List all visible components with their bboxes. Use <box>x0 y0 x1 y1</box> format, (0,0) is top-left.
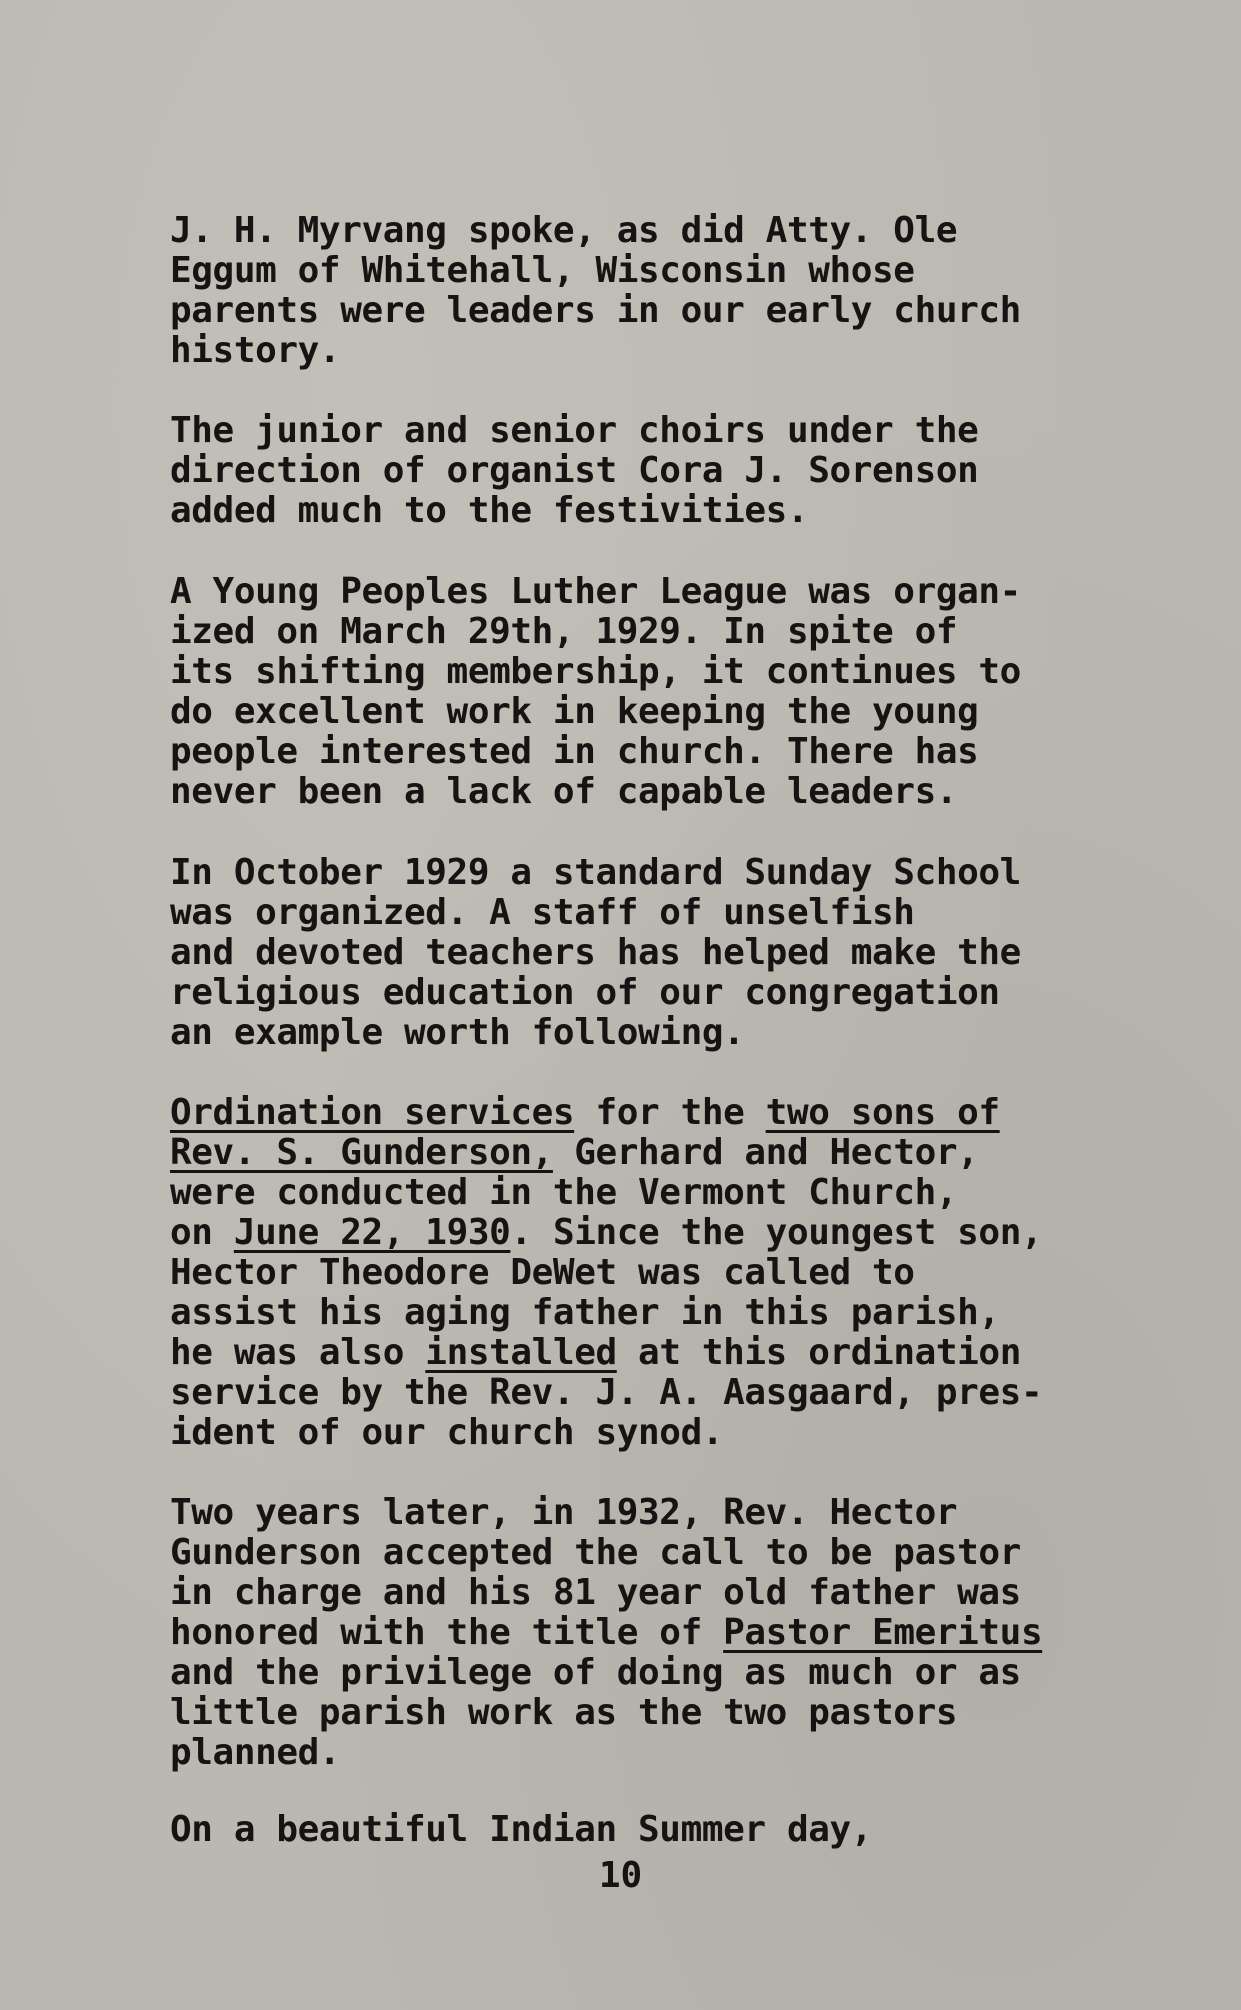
text-line: an example worth following. <box>170 1012 745 1053</box>
underlined-text: Ordination services <box>170 1092 575 1133</box>
text-line: In October 1929 a standard Sunday School <box>170 852 1021 893</box>
text-line: Hector Theodore DeWet was called to <box>170 1252 915 1293</box>
paragraph-speakers <box>170 211 1021 371</box>
text-line: people interested in church. There has <box>170 731 979 772</box>
text-line: was organized. A staff of unselfish <box>170 892 915 933</box>
text-line <box>170 1613 1042 1653</box>
text-segment: on <box>170 1212 234 1253</box>
text-line: ident of our church synod. <box>170 1412 724 1453</box>
text-line: planned. <box>170 1732 341 1773</box>
paragraph-pastor-emeritus <box>170 1493 1042 1773</box>
text-line <box>170 1133 1042 1173</box>
text-line: A Young Peoples Luther League was organ- <box>170 571 1021 612</box>
text-line: never been a lack of capable leaders. <box>170 771 958 812</box>
text-line: Two years later, in 1932, Rev. Hector <box>170 1492 958 1533</box>
text-line: The junior and senior choirs under the <box>170 410 979 451</box>
text-line: Gunderson accepted the call to be pastor <box>170 1532 1021 1573</box>
text-line: service by the Rev. J. A. Aasgaard, pres- <box>170 1372 1043 1413</box>
text-segment: honored with the title of <box>170 1612 724 1653</box>
text-line: Eggum of Whitehall, Wisconsin whose <box>170 250 915 291</box>
text-line: On a beautiful Indian Summer day, <box>170 1809 873 1850</box>
text-line: and devoted teachers has helped make the <box>170 932 1021 973</box>
text-line: J. H. Myrvang spoke, as did Atty. Ole <box>170 210 958 251</box>
text-line: its shifting membership, it continues to <box>170 651 1021 692</box>
text-line: in charge and his 81 year old father was <box>170 1572 1021 1613</box>
paragraph-choirs <box>170 411 978 531</box>
paragraph-sunday-school <box>170 853 1021 1053</box>
text-line: added much to the festivities. <box>170 490 809 531</box>
text-line: assist his aging father in this parish, <box>170 1292 1000 1333</box>
text-line: and the privilege of doing as much or as <box>170 1652 1021 1693</box>
text-segment: at this ordination <box>616 1332 1021 1373</box>
underlined-text: two sons of <box>765 1092 1000 1133</box>
underlined-text: Pastor Emeritus <box>723 1612 1043 1653</box>
paragraph-indian-summer <box>170 1810 872 1850</box>
text-line: religious education of our congregation <box>170 972 1000 1013</box>
text-line: history. <box>170 330 341 371</box>
text-segment: he was also <box>170 1332 426 1373</box>
text-line <box>170 1333 1042 1373</box>
text-line <box>170 1213 1042 1253</box>
text-line: little parish work as the two pastors <box>170 1692 958 1733</box>
paragraph-luther-league <box>170 572 1021 812</box>
paragraph-ordination <box>170 1093 1042 1453</box>
text-line: were conducted in the Vermont Church, <box>170 1172 958 1213</box>
text-line: parents were leaders in our early church <box>170 290 1021 331</box>
text-segment: . Since the youngest son, <box>510 1212 1043 1253</box>
text-line <box>170 1093 1042 1133</box>
underlined-text: June 22, 1930 <box>233 1212 511 1253</box>
text-segment: for the <box>574 1092 766 1133</box>
text-line: ized on March 29th, 1929. In spite of <box>170 611 958 652</box>
text-line: direction of organist Cora J. Sorenson <box>170 450 979 491</box>
text-segment: Gerhard and Hector, <box>552 1132 979 1173</box>
page-number: 10 <box>598 1855 643 1896</box>
underlined-text: Rev. S. Gunderson, <box>170 1132 553 1173</box>
text-line: do excellent work in keeping the young <box>170 691 979 732</box>
underlined-text: installed <box>425 1332 617 1373</box>
